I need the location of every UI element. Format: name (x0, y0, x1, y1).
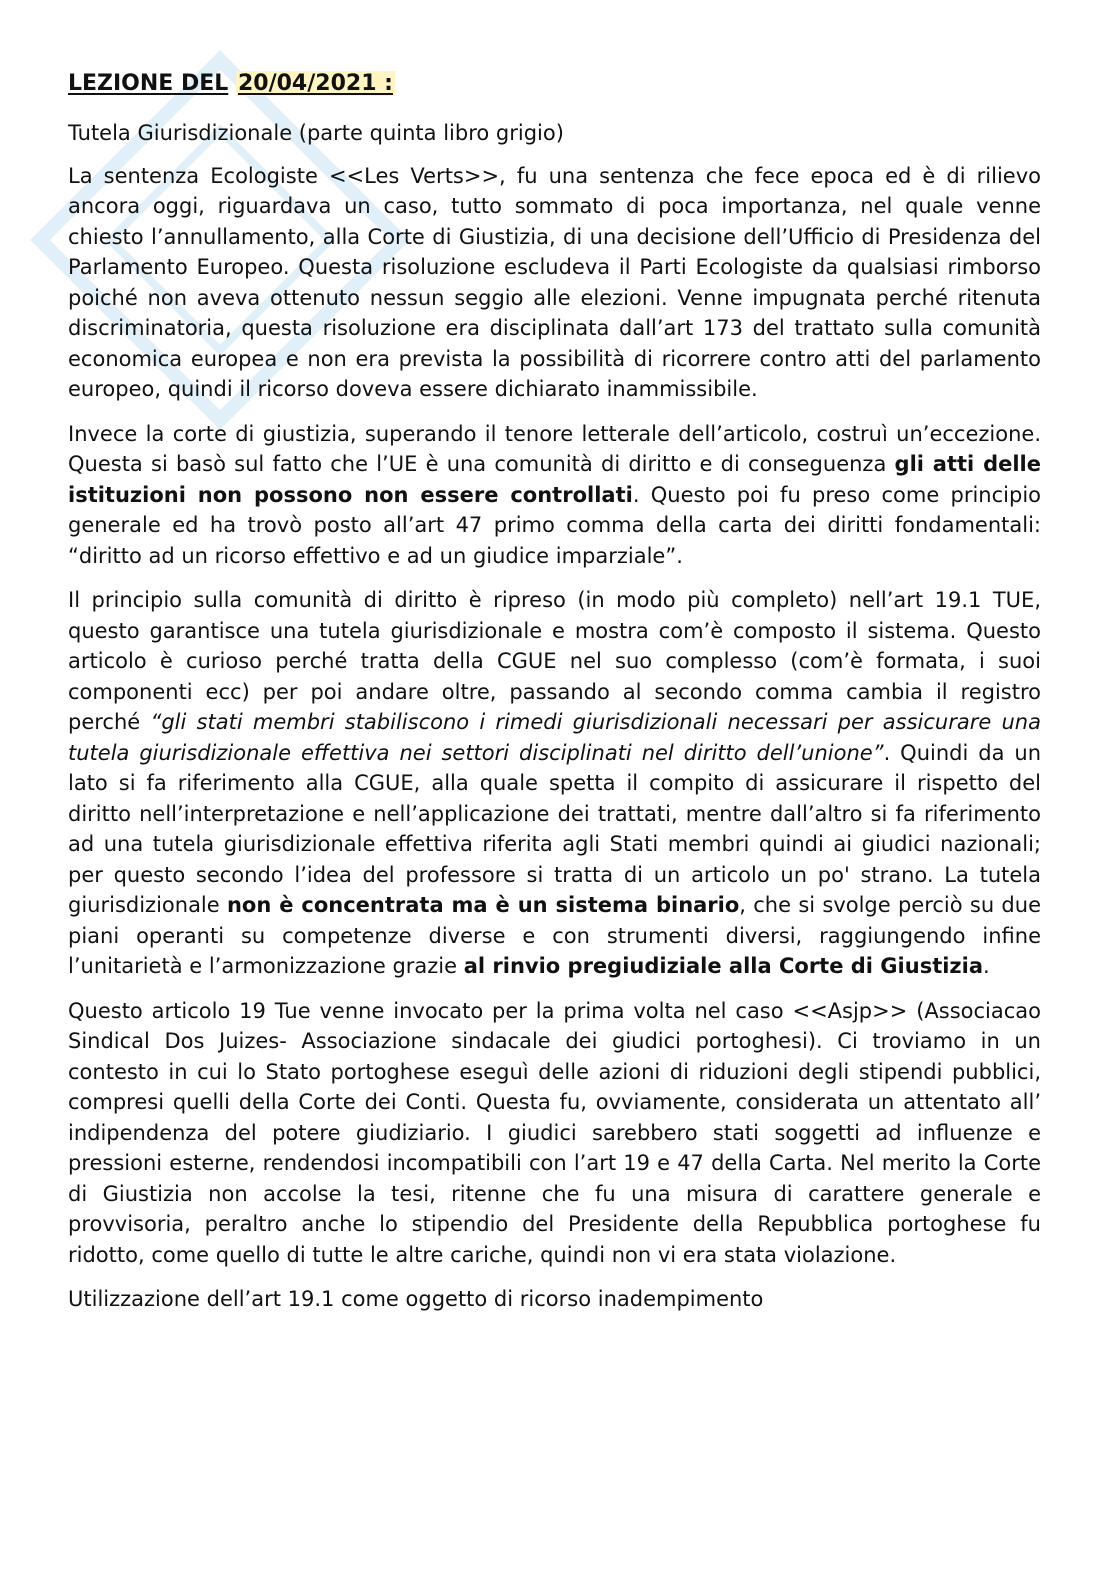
section-subtitle: Tutela Giurisdizionale (parte quinta libro grigio) (68, 121, 564, 145)
text-run: . Questo poi fu preso come principio generale ed ha trovò posto all’art 47 primo comma della carta dei diritti fondamentali: “diritto ad un ricorso effettivo e ad un giudice imparziale”. (68, 482, 1041, 568)
text-run: , che si svolge perciò su due piani operanti su competenze diverse e con strumenti diversi, raggiungendo infine l’unitarietà e l’armonizzazione grazie (68, 893, 1041, 978)
document-page (68, 68, 1041, 1329)
paragraph-art-19 (68, 585, 1041, 982)
paragraph-final: Utilizzazione dell’art 19.1 come oggetto di ricorso inadempimento (68, 1287, 764, 1311)
text-run: . (983, 954, 990, 978)
paragraph-les-verts: La sentenza Ecologiste <<Les Verts>>, fu una sentenza che fece epoca ed è di rilievo ancora oggi, riguardava un caso, tutto sommato di poca importanza, nel quale venne chiesto l’annullamento, alla Corte di Giustizia, di una decisione dell’Ufficio di Presidenza del Parlamento Europeo. Questa risoluzione escludeva il Parti Ecologiste da qualsiasi rimborso poiché non aveva ottenuto nessun seggio alle elezioni. Venne impugnata perché ritenuta discriminatoria, questa risoluzione era disciplinata dall’art 173 del trattato sulla comunità economica europea e non era prevista la possibilità di ricorrere contro atti del parlamento europeo, quindi il ricorso doveva essere dichiarato inammissibile. (68, 163, 1041, 401)
lesson-heading (68, 68, 1041, 100)
lesson-date: 20/04/2021 : (237, 71, 393, 96)
text-run: . Quindi da un lato si fa riferimento alla CGUE, alla quale spetta il compito di assicurare il rispetto del diritto nell’interpretazione e nell’applicazione dei trattati, mentre dall’altro si fa riferimento ad una tutela giurisdizionale effettiva riferita agli Stati membri quindi ai giudici nazionali; per questo secondo l’idea del professore si tratta di un articolo un po' strano. La tutela giurisdizionale (68, 740, 1042, 917)
bold-text: gli atti delle istituzioni non possono non essere controllati (68, 452, 1041, 507)
bold-text: non è concentrata ma è un sistema binario (226, 893, 740, 917)
italic-quote: “gli stati membri stabiliscono i rimedi giurisdizionali necessari per assicurare una tutela giurisdizionale effettiva nei settori disciplinati nel diritto dell’unione” (68, 710, 1041, 765)
lesson-label: LEZIONE DEL (68, 71, 229, 96)
paragraph-eccezione (68, 419, 1041, 572)
text-run: Il principio sulla comunità di diritto è ripreso (in modo più completo) nell’art 19.1 TUE, questo garantisce una tutela giurisdizionale e mostra com’è composto il sistema. Questo articolo è curioso perché tratta della CGUE nel suo complesso (com’è formata, i suoi componenti ecc) per poi andare oltre, passando al secondo comma cambia il registro perché (68, 588, 1041, 734)
paragraph-asjp: Questo articolo 19 Tue venne invocato per la prima volta nel caso <<Asjp>> (Associacao Sindical Dos Juizes- Associazione sindacale dei giudici portoghesi). Ci troviamo in un contesto in cui lo Stato portoghese eseguì delle azioni di riduzioni degli stipendi pubblici, compresi quelli della Corte dei Conti. Questa fu, ovviamente, considerata un attentato all’ indipendenza del potere giudiziario. I giudici sarebbero stati soggetti ad influenze e pressioni esterne, rendendosi incompatibili con l’art 19 e 47 della Carta. Nel merito la Corte di Giustizia non accolse la tesi, ritenne che fu una misura di carattere generale e provvisoria, peraltro anche lo stipendio del Presidente della Repubblica portoghese fu ridotto, come quello di tutte le altre cariche, quindi non vi era stata violazione. (68, 998, 1041, 1267)
text-run: Invece la corte di giustizia, superando il tenore letterale dell’articolo, costruì un’eccezione. Questa si basò sul fatto che l’UE è una comunità di diritto e di conseguenza (68, 421, 1041, 476)
bold-text: al rinvio pregiudiziale alla Corte di Giustizia (463, 954, 984, 978)
